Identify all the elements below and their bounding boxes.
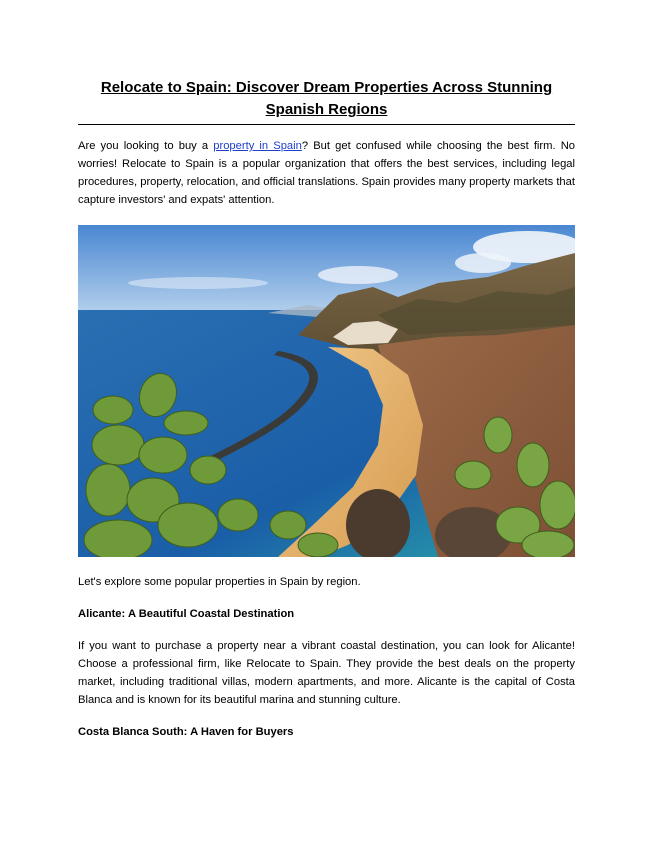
- property-in-spain-link[interactable]: property in Spain: [213, 140, 302, 152]
- document-page: [78, 0, 575, 741]
- section-heading-alicante: Alicante: A Beautiful Coastal Destination: [78, 608, 295, 620]
- cloud: [318, 266, 398, 284]
- intro-paragraph: [78, 137, 575, 209]
- cloud: [455, 253, 511, 273]
- intro-text-after: ? But get confused while choosing the best firm. No worries! Relocate to Spain is a popular organization that offers the best services, including legal procedures, property, relocation, and official translations. Spain provides many property markets that capture investors' and expats' attention.: [78, 140, 575, 206]
- cloud: [128, 277, 268, 289]
- beach-landscape-photo: [78, 225, 575, 557]
- intro-text-before: Are you looking to buy a: [78, 140, 214, 152]
- section-body-alicante: If you want to purchase a property near a vibrant coastal destination, you can look for Alicante! Choose a professional firm, like Relocate to Spain. They provide the best deals on the property market, including traditional villas, modern apartments, and more. Alicante is the capital of Costa Blanca and is known for its beautiful marina and stunning culture.: [78, 640, 575, 706]
- page-title: [78, 77, 575, 125]
- explore-paragraph: Let's explore some popular properties in Spain by region.: [78, 576, 361, 588]
- section-heading-costa-blanca-south: Costa Blanca South: A Haven for Buyers: [78, 726, 294, 738]
- page-title-text: Relocate to Spain: Discover Dream Properties Across Stunning Spanish Regions: [100, 79, 553, 118]
